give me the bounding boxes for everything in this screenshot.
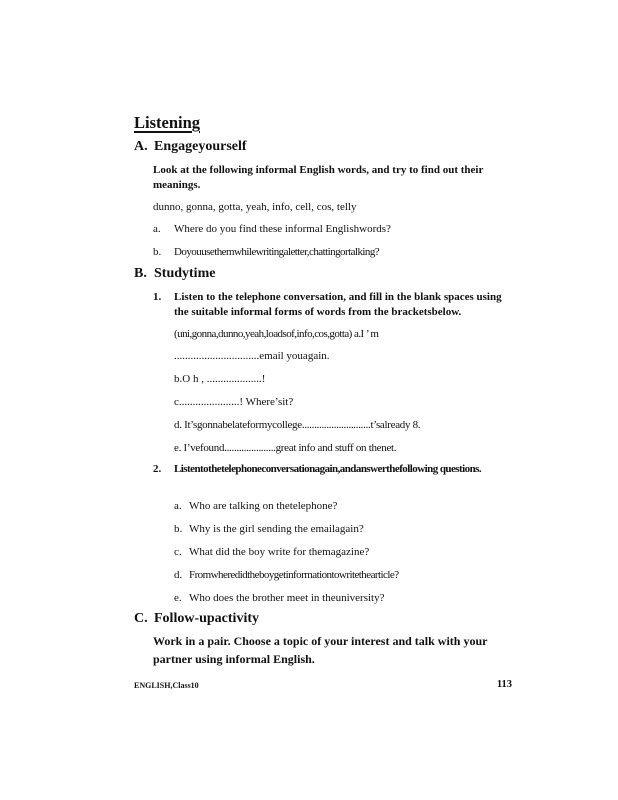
section-a-question-b xyxy=(153,246,379,258)
question-text: Where do you find these informal Englishwords? xyxy=(174,223,391,235)
blank-line-c: c......................! Where’sit? xyxy=(174,396,294,408)
section-a-heading xyxy=(134,139,247,155)
task-2-question-b xyxy=(174,523,364,535)
task-2-instruction: Listentothetelephoneconversationagain,andanswerthefollowing questions. xyxy=(174,463,482,475)
question-marker: a. xyxy=(153,223,161,235)
question-text: Who does the brother meet in theuniversity? xyxy=(189,592,385,604)
question-text: Doyouusethemwhilewritingaletter,chattingortalking? xyxy=(174,246,380,258)
question-marker: b. xyxy=(174,523,183,535)
word-bracket: (uni,gonna,dunno,yeah,loadsof,info,cos,gotta) a.I ’ m xyxy=(174,328,379,340)
question-marker: b. xyxy=(153,246,162,258)
task-2 xyxy=(153,462,513,477)
question-text: Who are talking on thetelephone? xyxy=(189,500,338,512)
section-c-heading xyxy=(134,611,259,627)
section-c-instruction: Work in a pair. Choose a topic of your interest and talk with your partner using informal English. xyxy=(153,634,488,666)
task-2-question-e xyxy=(174,592,385,604)
question-text: What did the boy write for themagazine? xyxy=(189,546,370,558)
footer-page-number: 113 xyxy=(496,679,512,690)
section-b-heading xyxy=(134,266,215,282)
task-2-question-a xyxy=(174,500,337,512)
section-a-question-a xyxy=(153,223,391,235)
task-2-question-d xyxy=(174,569,399,581)
blank-line-b: b.O h , ....................! xyxy=(174,373,266,385)
question-text: Why is the girl sending the emailagain? xyxy=(189,523,364,535)
section-c-letter: C. xyxy=(134,611,148,626)
task-2-question-c xyxy=(174,546,369,558)
informal-words-list: dunno, gonna, gotta, yeah, info, cell, cos, telly xyxy=(153,201,357,213)
footer-book-label: ENGLISH,Class10 xyxy=(134,681,199,690)
task-marker: 2. xyxy=(153,463,162,475)
section-b-letter: B. xyxy=(134,266,147,281)
blank-line-d: d. It’sgonnabelateformycollege............................t’salready 8. xyxy=(174,419,421,431)
page-title: Listening xyxy=(134,113,201,132)
section-a-instruction: Look at the following informal English words, and try to find out their meanings. xyxy=(153,164,484,191)
task-1 xyxy=(153,290,513,320)
section-a-letter: A. xyxy=(134,139,148,154)
question-marker: a. xyxy=(174,500,182,512)
section-b-title: Studytime xyxy=(154,266,216,281)
blank-line-a: ...............................email youagain. xyxy=(174,350,330,362)
section-c-title: Follow-upactivity xyxy=(154,611,259,626)
task-1-instruction: Listen to the telephone conversation, and fill in the blank spaces using the suitable informal forms of words from the bracketsbelow. xyxy=(174,291,502,318)
question-marker: c. xyxy=(174,546,182,558)
question-marker: e. xyxy=(174,592,182,604)
section-a-title: Engageyourself xyxy=(154,139,247,154)
question-marker: d. xyxy=(174,569,183,581)
task-marker: 1. xyxy=(153,291,162,303)
question-text: Fromwheredidtheboygetinformationtowritethearticle? xyxy=(189,569,399,581)
blank-line-e: e. I’vefound.....................great info and stuff on thenet. xyxy=(174,442,397,454)
